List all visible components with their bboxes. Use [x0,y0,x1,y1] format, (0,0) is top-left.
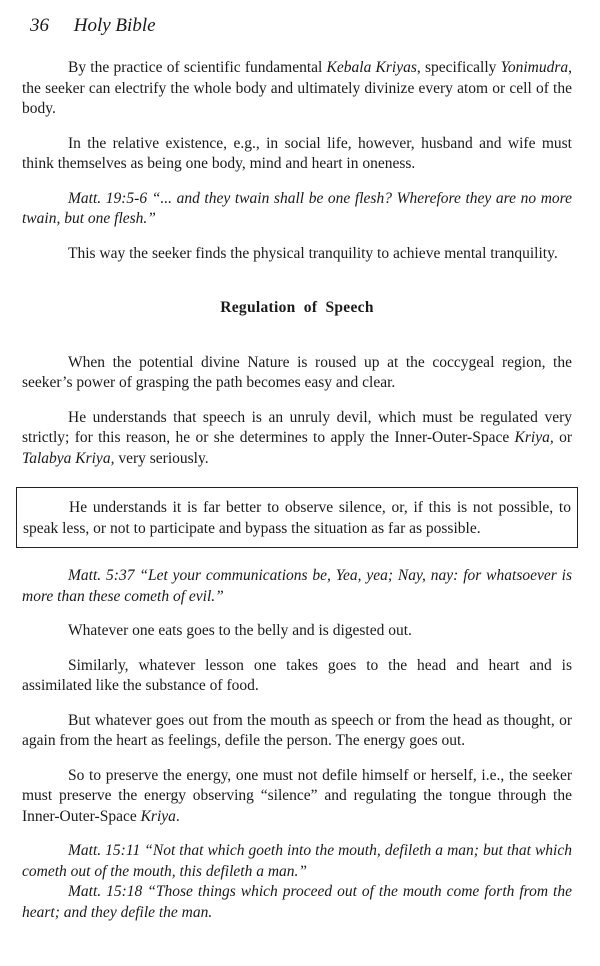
boxed-callout [16,487,578,548]
paragraph-preserve-energy [22,766,572,828]
quote-text: “Those things which proceed out of the mouth come forth from the heart; and they defile the man. [22,883,572,921]
scripture-quote-matt-19 [22,189,572,230]
paragraph-divine-nature: When the potential divine Nature is roused up at the coccygeal region, the seeker’s power of grasping the path becomes easy and clear. [22,353,572,391]
paragraph-unruly-devil [22,408,572,470]
paragraph-kebala-kriyas [22,58,572,120]
paragraph-lesson: Similarly, whatever lesson one takes goes to the head and heart and is assimilated like the substance of food. [22,656,572,694]
scripture-quote-matt-15-18 [22,882,572,923]
paragraph-text: He understands that speech is an unruly devil, which must be regulated very strictly; for this reason, he or she determines to apply the Inner-Outer-Space [22,408,572,446]
term-kriya: Kriya [140,807,176,825]
boxed-paragraph: He understands it is far better to observe silence, or, if this is not possible, to speak less, or not to participate and bypass the situation as far as possible. [23,499,571,537]
paragraph-belly: Whatever one eats goes to the belly and is digested out. [68,622,412,639]
paragraph-text: By the practice of scientific fundamental [68,59,327,76]
term-yonimudra: Yonimudra [500,59,569,76]
quote-reference: Matt. 15:18 [68,883,143,900]
paragraph-text: or [553,429,572,446]
quote-reference: Matt. 19:5-6 [68,189,148,207]
term-talabya-kriya: Talabya Kriya, [22,449,115,467]
term-kebala-kriyas: Kebala Kriyas [326,59,417,76]
section-heading: Regulation of Speech [220,299,374,316]
paragraph-text: , the seeker can electrify the whole body and ultimately divinize every atom or cell of the body. [22,59,572,117]
paragraph-relative-existence: In the relative existence, e.g., in social life, however, husband and wife must think themselves as being one body, mind and heart in oneness. [22,134,572,172]
quote-text: “Not that which goeth into the mouth, defileth a man; but that which cometh out of the mouth, this defileth a man.” [22,842,572,880]
quote-reference: Matt. 15:11 [68,842,141,859]
paragraph-text: . [175,807,180,825]
quote-text: “... and they twain shall be one flesh? Wherefore they are no more twain, but one flesh.” [22,189,572,227]
paragraph-text: , specifically [416,59,501,76]
scripture-quote-matt-5 [22,566,572,607]
paragraph-defile: But whatever goes out from the mouth as speech or from the head as thought, or again from the heart as feelings, defile the person. The energy goes out. [22,711,572,749]
page-body [22,58,572,923]
page-number: 36 [30,15,49,36]
paragraph-text: very seriously. [114,449,209,467]
page-header [30,14,156,38]
paragraph-tranquility: This way the seeker finds the physical tranquility to achieve mental tranquility. [68,244,558,262]
running-title: Holy Bible [73,15,156,36]
scripture-quote-matt-15-11 [22,841,572,882]
paragraph-text: So to preserve the energy, one must not defile himself or herself, i.e., the seeker must preserve the energy observing “silence” and regulating the tongue through the Inner-Outer-Space [22,766,572,825]
quote-reference: Matt. 5:37 [68,567,135,584]
term-kriya: Kriya, [514,429,554,446]
quote-text: “Let your communications be, Yea, yea; Nay, nay: for whatsoever is more than these cometh of evil.” [22,567,573,605]
